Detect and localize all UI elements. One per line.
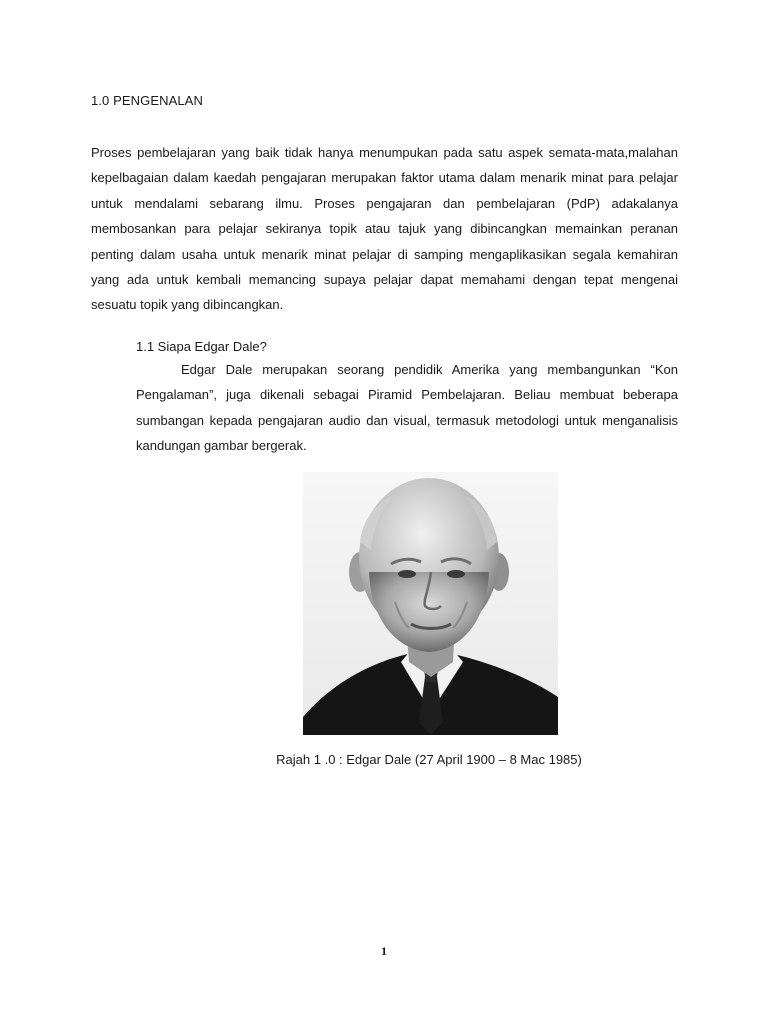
portrait-image xyxy=(303,472,558,735)
figure-caption: Rajah 1 .0 : Edgar Dale (27 April 1900 – 8 Mac 1985) xyxy=(276,752,582,767)
page-number: 1 xyxy=(381,944,387,958)
section-heading: 1.0 PENGENALAN xyxy=(91,93,203,108)
intro-paragraph: Proses pembelajaran yang baik tidak hanya menumpukan pada satu aspek semata-mata,malahan kepelbagaian dalam kaedah pengajaran merupakan faktor utama dalam menarik minat para pelajar untuk mendalami sebarang ilmu. Proses pengajaran dan pembelajaran (PdP) adakalanya membosankan para pelajar sekiranya topik atau tajuk yang dibincangkan memainkan peranan penting dalam usaha untuk menarik minat pelajar di samping mengaplikasikan segala kemahiran yang ada untuk kembali memancing supaya pelajar dapat memahami dengan tepat mengenai sesuatu topik yang dibincangkan. xyxy=(91,145,678,313)
portrait-photo xyxy=(303,472,558,735)
subsection-heading: 1.1 Siapa Edgar Dale? xyxy=(136,339,267,354)
subsection-paragraph: Edgar Dale merupakan seorang pendidik Amerika yang membangunkan “Kon Pengalaman”, juga dikenali sebagai Piramid Pembelajaran. Beliau membuat beberapa sumbangan kepada pengajaran audio dan visual, termasuk metodologi untuk menganalisis kandungan gambar bergerak. xyxy=(136,362,678,454)
